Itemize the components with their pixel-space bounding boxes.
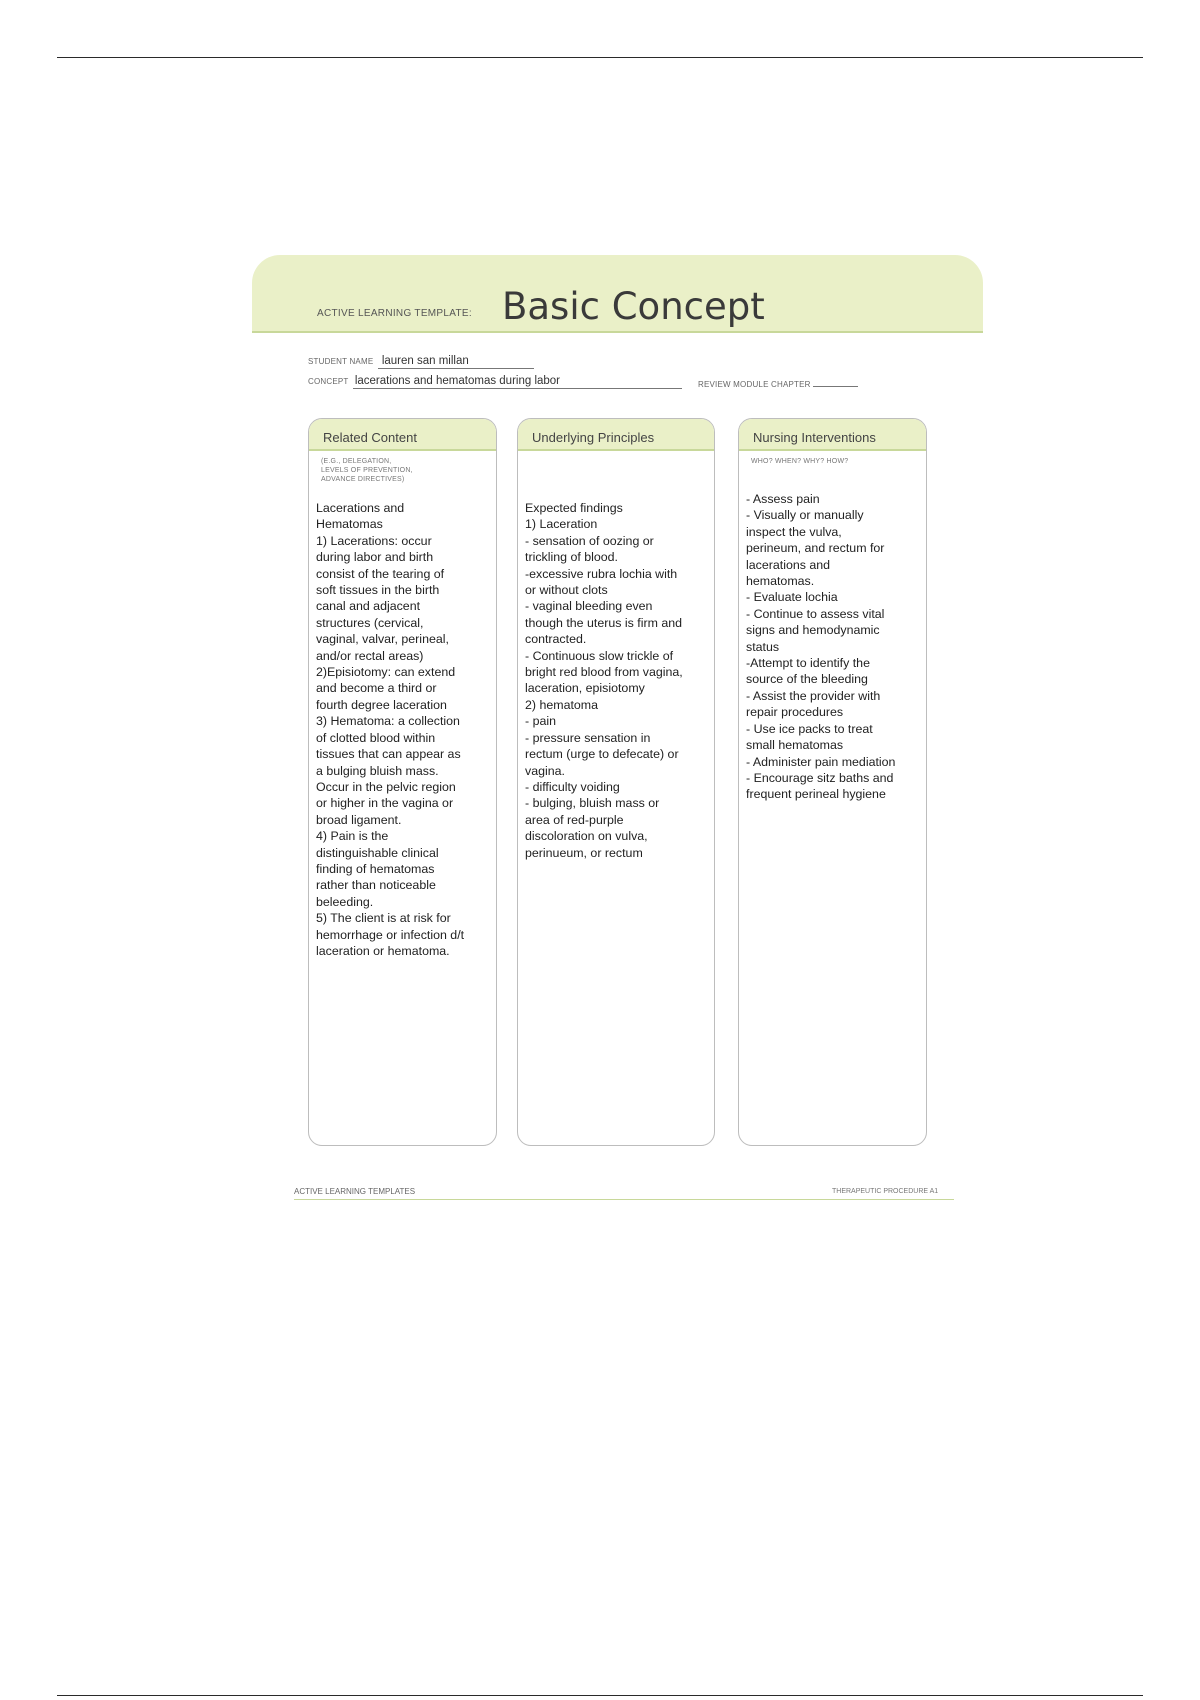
related-content-subheading-text: (E.G., DELEGATION, LEVELS OF PREVENTION, ADVANCE DIRECTIVES) xyxy=(321,458,413,483)
concept-label: CONCEPT xyxy=(308,377,349,386)
basic-concept-template xyxy=(252,255,983,1205)
template-header xyxy=(252,255,983,333)
nursing-interventions-subheading: WHO? WHEN? WHY? HOW? xyxy=(751,458,849,465)
underlying-principles-body: Expected findings 1) Laceration - sensation of oozing or trickling of blood. -excessive rubra lochia with or without clots - vaginal bleeding even though the uterus is firm and contracted. - Continuous slow trickle of bright red blood from vagina, laceration, episiotomy 2) hematoma - pain - pressure sensation in rectum (urge to defecate) or vagina. - difficulty voiding - bulging, bluish mass or area of red-purple discoloration on vulva, perinueum, or rectum xyxy=(525,501,683,860)
student-name-value: lauren san millan xyxy=(378,355,534,369)
bottom-page-rule xyxy=(57,1695,1143,1696)
nursing-interventions-heading: Nursing Interventions xyxy=(739,419,926,451)
concept-value: lacerations and hematomas during labor xyxy=(353,375,682,389)
review-module-label: REVIEW MODULE CHAPTER xyxy=(698,380,811,389)
related-content-subheading xyxy=(309,451,496,484)
footer-right: THERAPEUTIC PROCEDURE A1 xyxy=(832,1188,939,1195)
underlying-principles-heading: Underlying Principles xyxy=(518,419,714,451)
template-label: ACTIVE LEARNING TEMPLATE: xyxy=(317,308,472,319)
review-module-field xyxy=(698,378,858,389)
related-content-heading: Related Content xyxy=(309,419,496,451)
footer-left: ACTIVE LEARNING TEMPLATES xyxy=(294,1187,416,1196)
student-name-label: STUDENT NAME xyxy=(308,357,374,366)
related-content-column xyxy=(308,418,497,1146)
student-name-field xyxy=(308,355,534,369)
related-content-body: Lacerations and Hematomas 1) Lacerations: occur during labor and birth consist of the tearing of soft tissues in the birth canal and adjacent structures (cervical, vaginal, valvar, perineal, and/or rectal areas) 2)Episiotomy: can extend and become a third or fourth degree laceration 3) Hematoma: a collection of clotted blood within tissues that can appear as a bulging bluish mass. Occur in the pelvic region or higher in the vagina or broad ligament. 4) Pain is the distinguishable clinical finding of hematomas rather than noticeable beleeding. 5) The client is at risk for hemorrhage or infection d/t laceration or hematoma. xyxy=(316,501,465,958)
review-module-blank xyxy=(813,378,858,387)
footer-rule xyxy=(294,1199,954,1200)
nursing-interventions-body: - Assess pain - Visually or manually inspect the vulva, perineum, and rectum for lacerations and hematomas. - Evaluate lochia - Continue to assess vital signs and hemodynamic status -Attempt to identify the source of the bleeding - Assist the provider with repair procedures - Use ice packs to treat small hematomas - Administer pain mediation - Encourage sitz baths and frequent perineal hygiene xyxy=(746,492,896,802)
template-title: Basic Concept xyxy=(502,285,765,328)
underlying-principles-column xyxy=(517,418,715,1146)
top-page-rule xyxy=(57,57,1143,58)
nursing-interventions-column xyxy=(738,418,927,1146)
concept-field xyxy=(308,375,682,389)
